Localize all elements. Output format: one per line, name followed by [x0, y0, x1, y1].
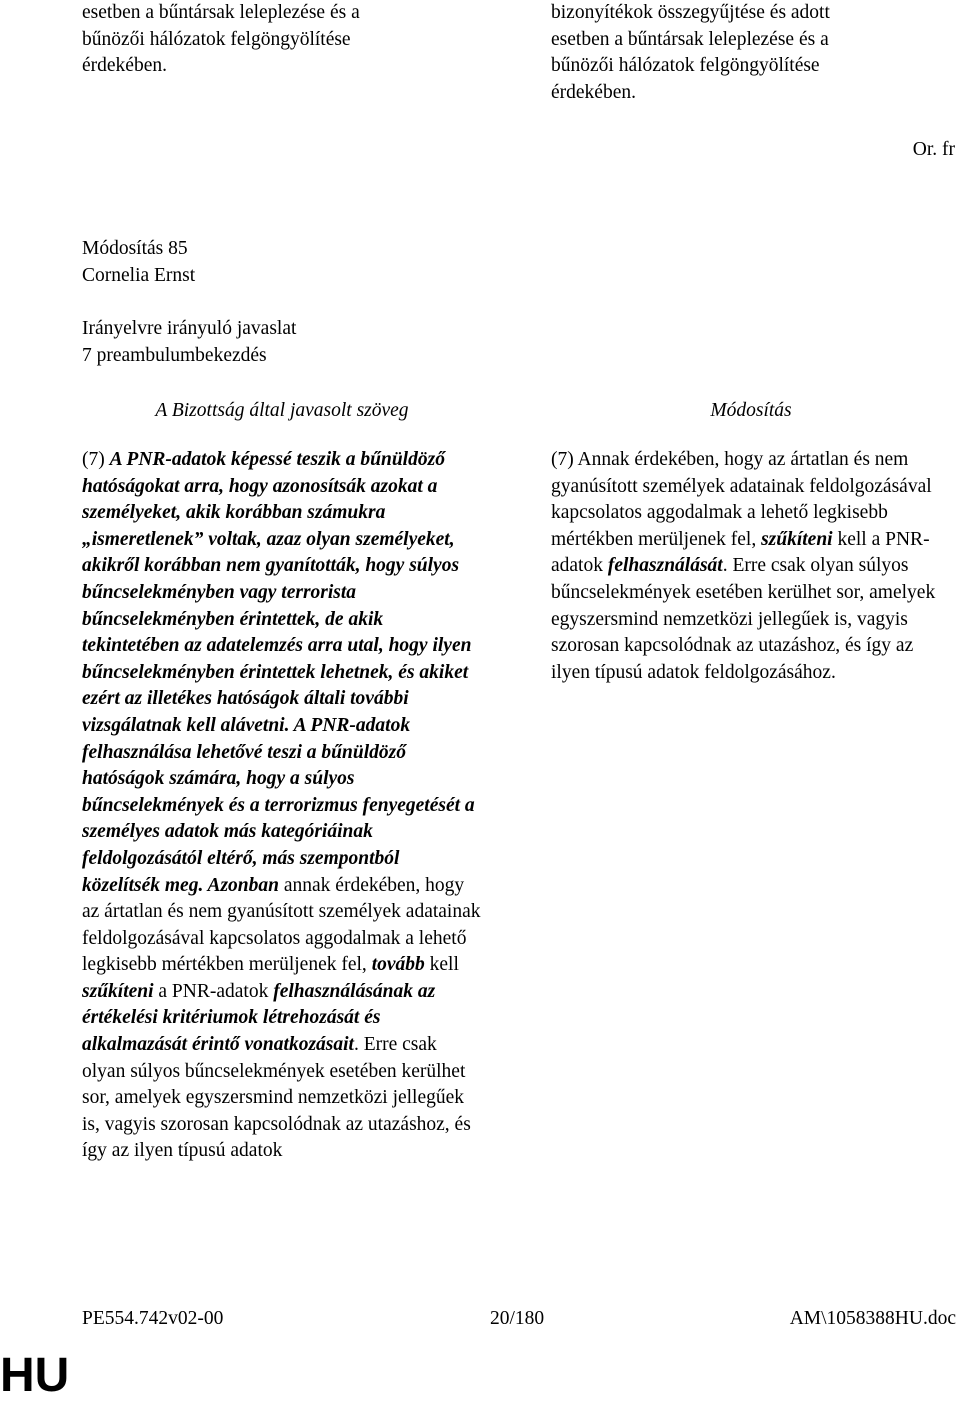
amendment-text [551, 447, 951, 686]
top-continuation-right [551, 0, 951, 106]
text-run: kell [424, 954, 459, 976]
proposal-info [82, 316, 296, 369]
text-line: bizonyítékok összegyűjtése és adott [551, 2, 830, 23]
footer-page-number: 20/180 [490, 1308, 545, 1329]
original-language: Or. fr [912, 139, 955, 160]
text-run: . Erre csak olyan súlyos bűncselekmények esetében kerülhet sor, amelyek egyszersmind nemzetközi jellegűek is, vagyis szorosan kapcsolódnak az utazáshoz, és így az ilyen típusú adatok feldolgozásához. [551, 555, 936, 683]
text-line: esetben a bűntársak leleplezése és a [551, 28, 829, 50]
text-line: érdekében. [551, 81, 636, 103]
text-line: esetben a bűntársak leleplezése és a [82, 2, 360, 23]
proposal-type: Irányelvre irányuló javaslat [82, 318, 297, 339]
amendment-header [82, 236, 195, 289]
text-run: (7) [82, 449, 110, 470]
text-line: érdekében. [82, 55, 167, 77]
text-run: a PNR-adatok [153, 980, 274, 1002]
text-run: . Erre csak olyan súlyos bűncselekmények esetében kerülhet sor, amelyek egyszersmind nemzetközi jellegűek is, vagyis szorosan kapcsolódnak az utazáshoz, és így az ilyen típusú adatok [82, 1034, 471, 1162]
changed-text: tovább [371, 954, 425, 976]
left-column-header: A Bizottság által javasolt szöveg [155, 400, 409, 421]
footer-doc-ref: PE554.742v02-00 [82, 1308, 224, 1329]
commission-text [82, 447, 482, 1165]
changed-text: felhasználását [607, 555, 723, 577]
top-continuation-left [82, 0, 482, 80]
text-run: (7) Annak érdekében, hogy az ártatlan és nem gyanúsított személyek adatainak feldolgozásával kapcsolatos aggodalmak a lehető legkisebb mértékben merüljenek fel, [551, 449, 932, 550]
text-run: annak érdekében, hogy az ártatlan és nem gyanúsított személyek adatainak feldolgozásával kapcsolatos aggodalmak a lehető legkisebb mértékben merüljenek fel, [82, 874, 481, 976]
text-run: kell a PNR-adatok [551, 528, 930, 577]
text-line: bűnözői hálózatok felgöngyölítése [82, 28, 351, 50]
footer-file-name: AM\1058388HU.doc [789, 1308, 956, 1329]
text-line: bűnözői hálózatok felgöngyölítése [551, 55, 820, 77]
language-code: HU [0, 1349, 70, 1402]
changed-text: felhasználásának az értékelési kritériumok létrehozását és alkalmazását érintő vonatkozásait [82, 980, 436, 1056]
right-column-header: Módosítás [710, 400, 792, 421]
deleted-text: A PNR-adatok képessé teszik a bűnüldöző hatóságokat arra, hogy azonosítsák azokat a személyeket, akik korábban számukra „ismeretlenek” voltak, azaz olyan személyeket, akikről korábban nem gyanították, hogy súlyos bűncselekményben vagy terrorista bűncselekményben érintettek, de akik tekintetében az adatelemzés arra utal, hogy ilyen bűncselekményben érintettek lehetnek, és akiket ezért az illetékes hatóságok általi további vizsgálatnak kell alávetni. [82, 449, 472, 736]
deleted-text: A PNR-adatok felhasználása lehetővé teszi a bűnüldöző hatóságok számára, hogy a súlyos bűncselekmények és a terrorizmus fenyegetését a személyes adatok más kategóriáinak feldolgozásától eltérő, más szempontból közelítsék meg. Azonban [82, 714, 475, 896]
changed-text: szűkíteni [761, 528, 833, 550]
changed-text: szűkíteni [82, 980, 154, 1002]
amendment-number: Módosítás 85 [82, 238, 188, 259]
amendment-author: Cornelia Ernst [82, 264, 196, 286]
recital-reference: 7 preambulumbekezdés [82, 344, 267, 366]
